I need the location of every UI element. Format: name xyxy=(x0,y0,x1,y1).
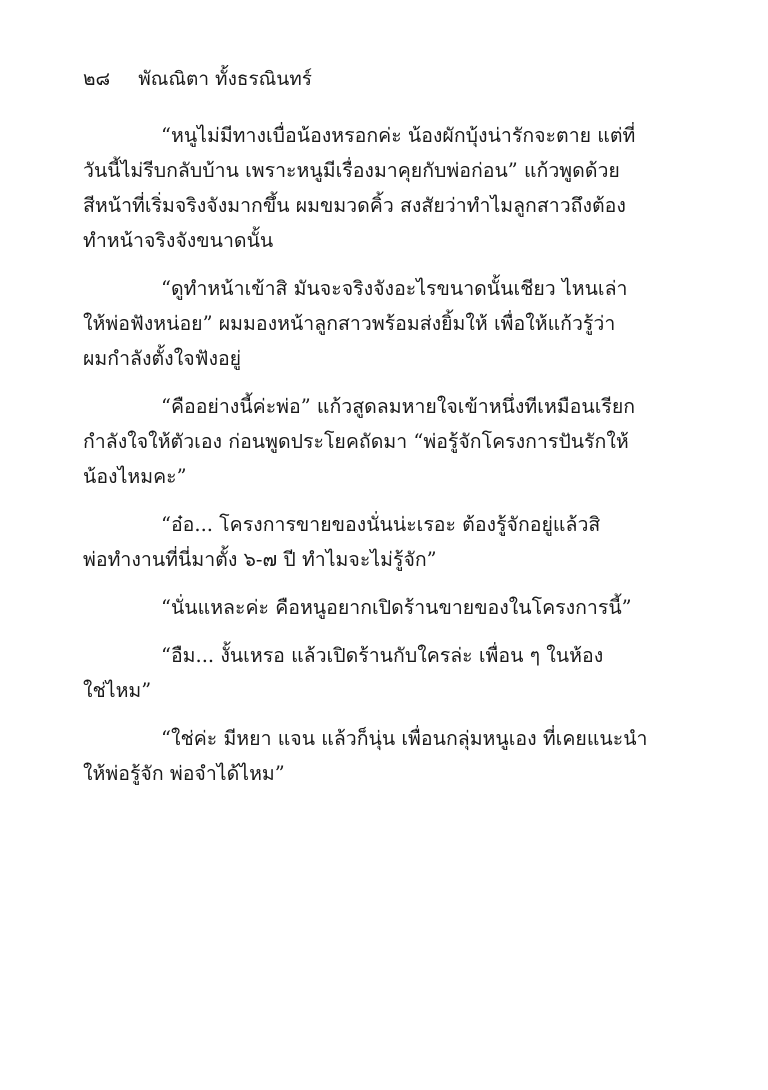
paragraph-2 xyxy=(83,271,683,376)
text-line: “ดูทำหน้าเข้าสิ มันจะจริงจังอะไรขนาดนั้นเชียว ไหนเล่า xyxy=(161,277,628,300)
text-line: น้องไหมคะ” xyxy=(83,465,187,488)
text-line: “อืม... งั้นเหรอ แล้วเปิดร้านกับใครล่ะ เพื่อน ๆ ในห้อง xyxy=(161,644,604,667)
text-line: ทำหน้าจริงจังขนาดนั้น xyxy=(83,229,274,252)
paragraph-1 xyxy=(83,118,683,258)
paragraph-4 xyxy=(83,507,683,577)
paragraph-5 xyxy=(83,590,683,625)
text-line: วันนี้ไม่รีบกลับบ้าน เพราะหนูมีเรื่องมาคุยกับพ่อก่อน” แก้วพูดด้วย xyxy=(83,159,620,182)
text-line: “หนูไม่มีทางเบื่อน้องหรอกค่ะ น้องผักบุ้งน่ารักจะตาย แต่ที่ xyxy=(161,124,636,147)
page-number: ๒๘ xyxy=(83,68,111,90)
author-name: พัณณิตา ทั้งธรณินทร์ xyxy=(138,68,313,90)
text-line: “คืออย่างนี้ค่ะพ่อ” แก้วสูดลมหายใจเข้าหนึ่งทีเหมือนเรียก xyxy=(161,395,636,418)
text-line: สีหน้าที่เริ่มจริงจังมากขึ้น ผมขมวดคิ้ว สงสัยว่าทำไมลูกสาวถึงต้อง xyxy=(83,194,626,217)
text-line: “นั่นแหละค่ะ คือหนูอยากเปิดร้านขายของในโครงการนี้” xyxy=(161,596,632,619)
body-text xyxy=(83,118,683,804)
text-line: “ใช่ค่ะ มีหยา แจน แล้วก็นุ่น เพื่อนกลุ่มหนูเอง ที่เคยแนะนำ xyxy=(161,727,648,750)
text-line: ใช่ไหม” xyxy=(83,679,152,702)
paragraph-7 xyxy=(83,721,683,791)
running-header xyxy=(83,64,312,94)
text-line: พ่อทำงานที่นี่มาตั้ง ๖-๗ ปี ทำไมจะไม่รู้จัก” xyxy=(83,548,437,571)
paragraph-6 xyxy=(83,638,683,708)
text-line: กำลังใจให้ตัวเอง ก่อนพูดประโยคถัดมา “พ่อรู้จักโครงการปันรักให้ xyxy=(83,430,629,453)
text-line: “อ๋อ... โครงการขายของนั่นน่ะเรอะ ต้องรู้จักอยู่แล้วสิ xyxy=(161,513,601,536)
text-line: ผมกำลังตั้งใจฟังอยู่ xyxy=(83,347,242,370)
paragraph-3 xyxy=(83,389,683,494)
text-line: ให้พ่อฟังหน่อย” ผมมองหน้าลูกสาวพร้อมส่งยิ้มให้ เพื่อให้แก้วรู้ว่า xyxy=(83,312,616,335)
text-line: ให้พ่อรู้จัก พ่อจำได้ไหม” xyxy=(83,762,285,785)
